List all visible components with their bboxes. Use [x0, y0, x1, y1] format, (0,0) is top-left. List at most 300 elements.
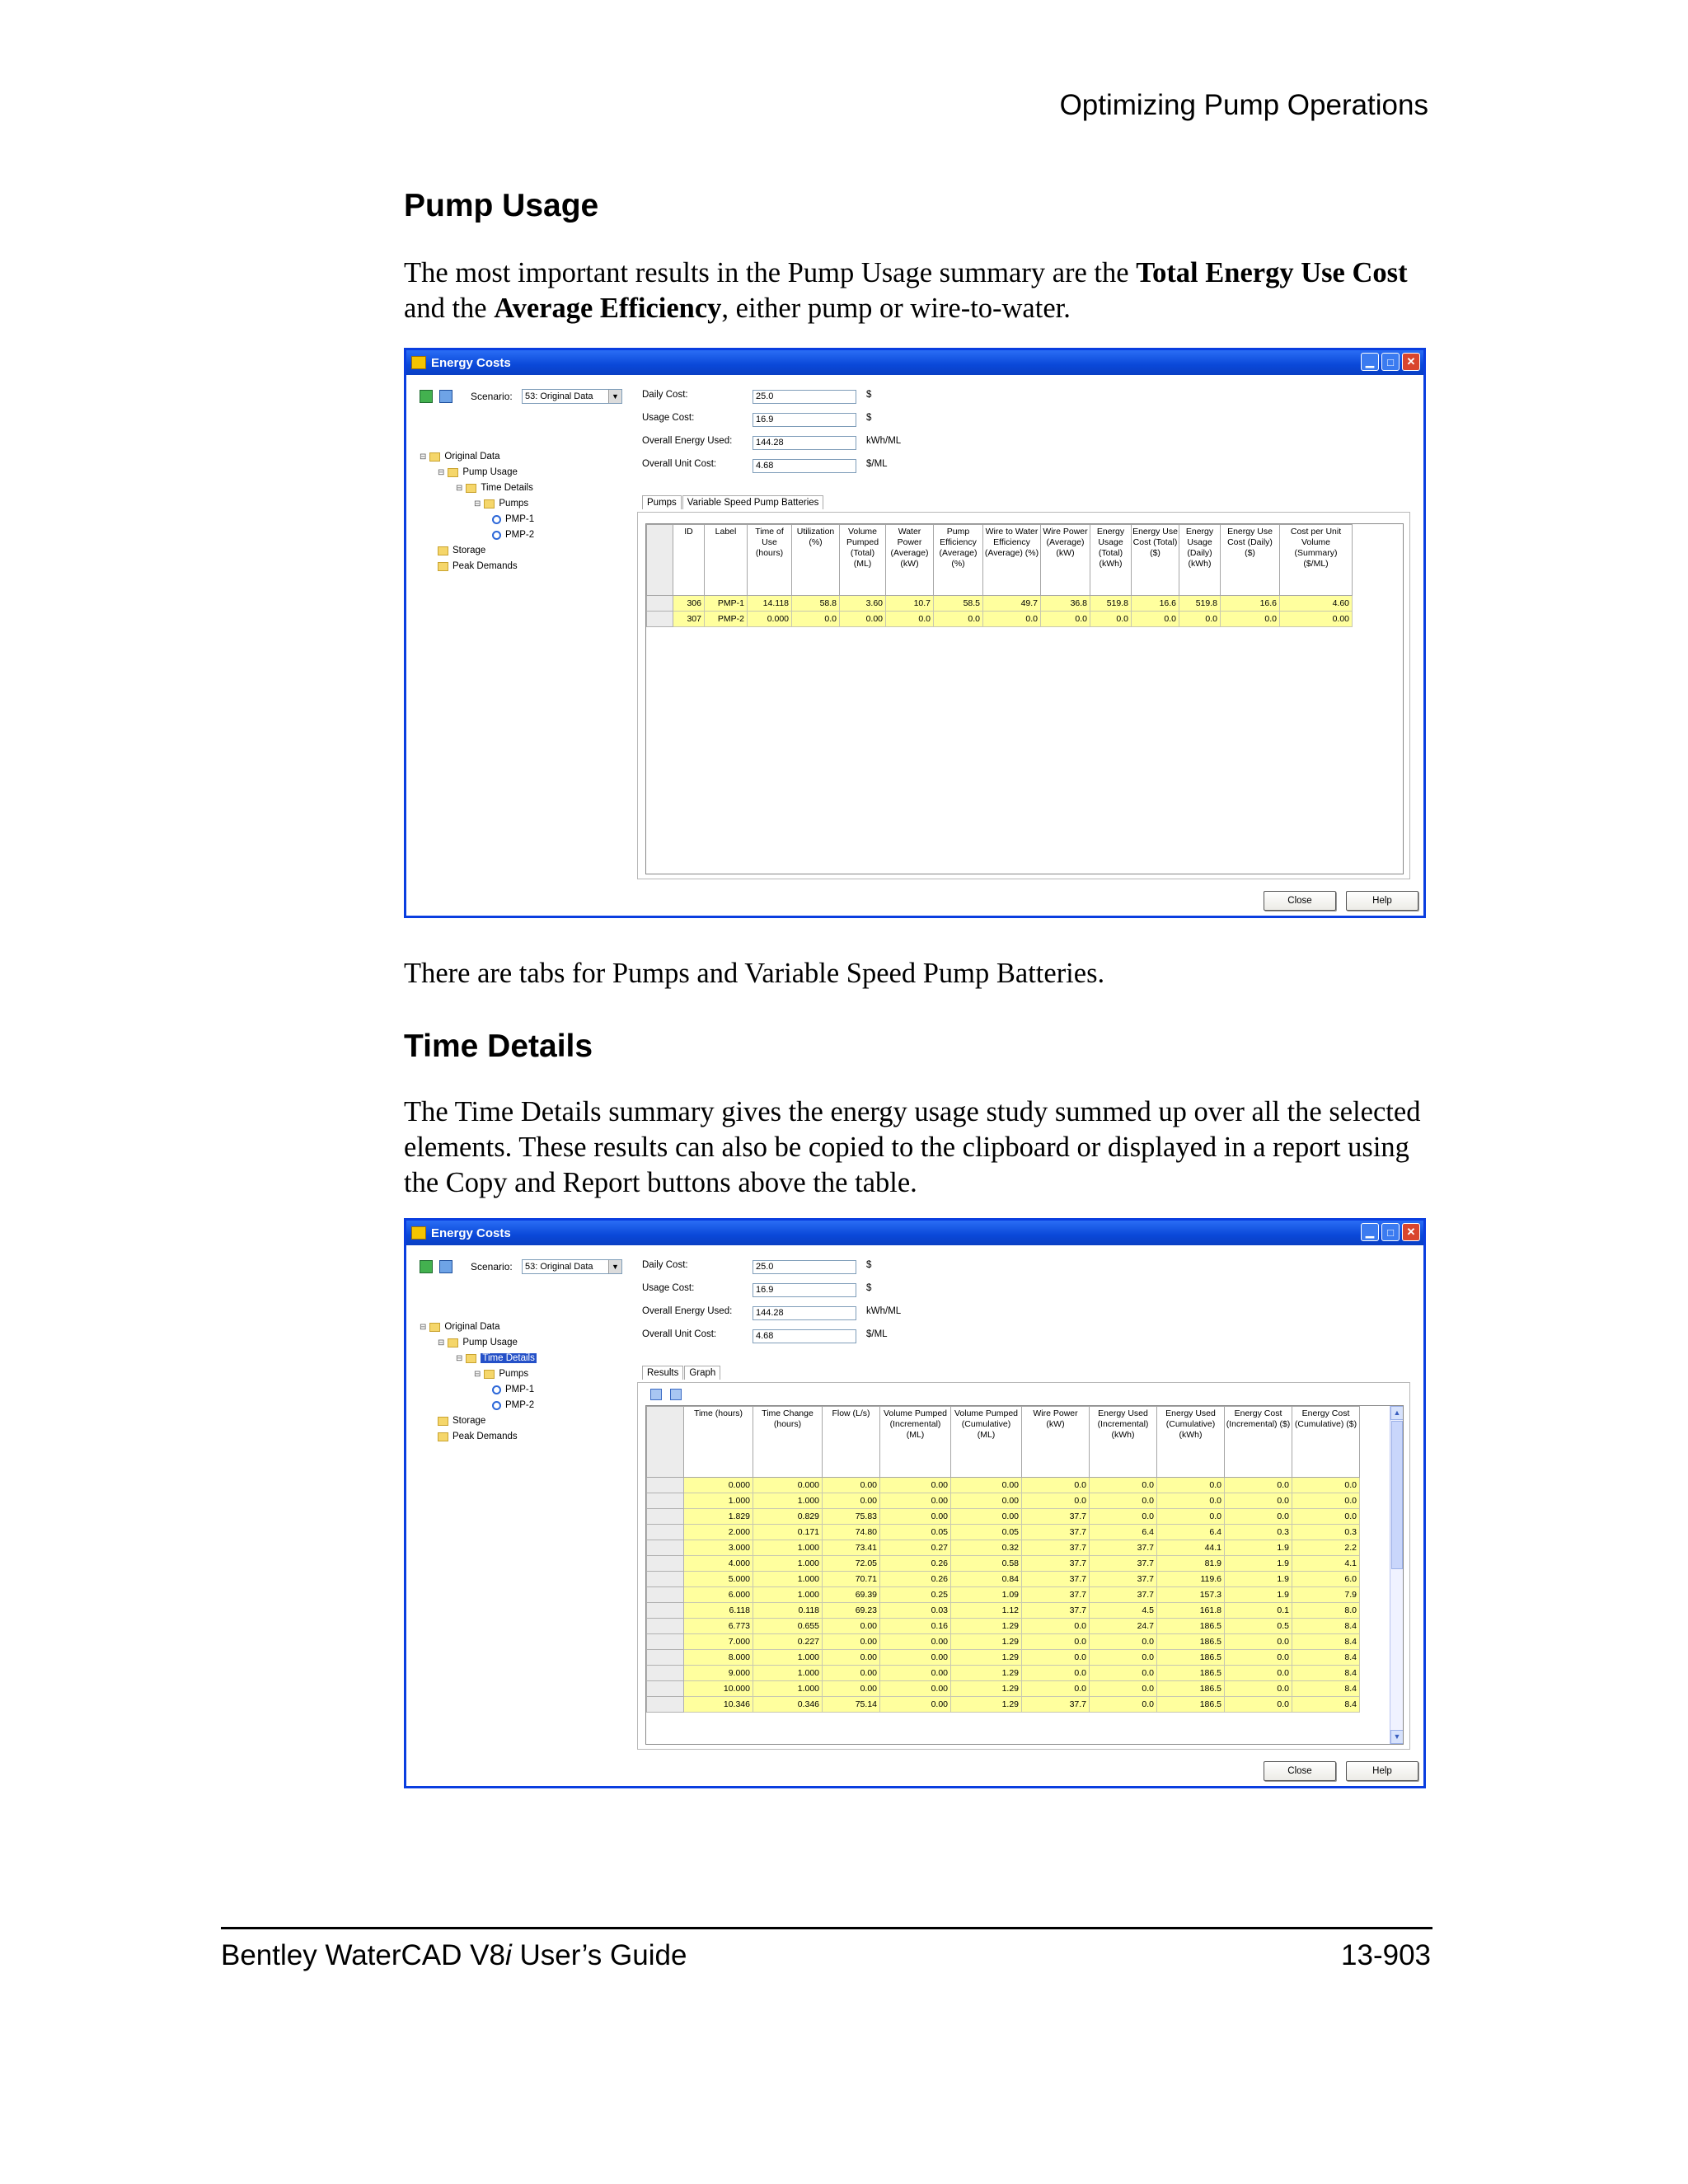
tree-item[interactable]	[492, 1398, 534, 1413]
tree-item-label: PMP-1	[505, 514, 535, 524]
summary-label: Overall Unit Cost:	[642, 1329, 717, 1339]
table-row[interactable]	[647, 1572, 1360, 1587]
table-cell: 37.7	[1022, 1556, 1090, 1572]
table-cell: 0.58	[951, 1556, 1022, 1572]
summary-value: 4.68	[753, 459, 856, 473]
tree-item-label: Pump Usage	[462, 467, 518, 477]
table-cell: 0.0	[1157, 1509, 1225, 1525]
row-header[interactable]	[647, 1478, 684, 1493]
table-cell: 0.0	[1022, 1478, 1090, 1493]
energy-costs-window-time-details	[404, 1218, 1426, 1788]
window-body	[406, 1245, 1423, 1786]
table-cell: 1.000	[753, 1650, 823, 1666]
chevron-down-icon: ▼	[608, 1260, 621, 1273]
column-header[interactable]: Wire Power (kW)	[1022, 1407, 1090, 1478]
row-header[interactable]	[647, 596, 673, 612]
table-row[interactable]	[647, 1556, 1360, 1572]
expand-icon[interactable]: ⊟	[438, 1338, 445, 1347]
expand-icon[interactable]: ⊟	[420, 1322, 427, 1332]
table-cell: 0.00	[880, 1509, 951, 1525]
table-cell: 44.1	[1157, 1540, 1225, 1556]
table-cell: 58.8	[792, 596, 840, 612]
table-cell: 49.7	[983, 596, 1041, 612]
column-header[interactable]: Utilization (%)	[792, 525, 840, 596]
table-cell: 37.7	[1090, 1556, 1157, 1572]
window-title-bar[interactable]	[406, 350, 1423, 375]
pump-icon	[492, 515, 501, 524]
summary-label: Overall Energy Used:	[642, 436, 733, 446]
tab-secondary[interactable]: Variable Speed Pump Batteries	[682, 495, 824, 509]
table-cell: 0.00	[951, 1509, 1022, 1525]
folder-icon	[484, 499, 495, 509]
tabs-caption: There are tabs for Pumps and Variable Speed Pump Batteries.	[404, 958, 1105, 989]
folder-icon	[438, 562, 448, 571]
table-row[interactable]	[647, 1634, 1360, 1650]
window-title: Energy Costs	[431, 1226, 511, 1240]
chevron-down-icon: ▼	[608, 390, 621, 403]
table-cell: 4.5	[1090, 1603, 1157, 1619]
column-header[interactable]: Flow (L/s)	[823, 1407, 880, 1478]
row-header[interactable]	[647, 1509, 684, 1525]
table-cell: 0.00	[840, 612, 886, 627]
table-cell: 186.5	[1157, 1619, 1225, 1634]
tab-secondary[interactable]: Graph	[684, 1366, 720, 1380]
table-cell: PMP-2	[705, 612, 748, 627]
table-cell: 0.3	[1225, 1525, 1292, 1540]
tree-item-label: PMP-2	[505, 530, 535, 540]
table-row[interactable]	[647, 1650, 1360, 1666]
table-cell: 6.0	[1292, 1572, 1360, 1587]
table-cell: PMP-1	[705, 596, 748, 612]
table-cell: 186.5	[1157, 1634, 1225, 1650]
scroll-up-icon[interactable]: ▲	[1390, 1406, 1404, 1420]
table-cell: 1.829	[684, 1509, 753, 1525]
table-cell: 0.27	[880, 1540, 951, 1556]
column-header[interactable]: Energy Usage (Total) (kWh)	[1090, 525, 1132, 596]
tree-item-label: PMP-1	[505, 1385, 535, 1394]
page-number: 13-903	[1341, 1939, 1431, 1971]
table-cell: 519.8	[1179, 596, 1221, 612]
column-header[interactable]: Volume Pumped (Incremental) (ML)	[880, 1407, 951, 1478]
table-cell: 119.6	[1157, 1572, 1225, 1587]
help-button[interactable]: Help	[1346, 1761, 1418, 1781]
table-cell: 0.0	[1225, 1666, 1292, 1681]
table-row[interactable]	[647, 1587, 1360, 1603]
table-cell: 81.9	[1157, 1556, 1225, 1572]
table-row[interactable]	[647, 1603, 1360, 1619]
summary-value: 144.28	[753, 436, 856, 450]
table-cell: 0.00	[1280, 612, 1353, 627]
table-cell: 10.7	[886, 596, 934, 612]
table-cell: 157.3	[1157, 1587, 1225, 1603]
table-row[interactable]	[647, 1619, 1360, 1634]
column-header[interactable]: Time of Use (hours)	[748, 525, 792, 596]
table-cell: 0.32	[951, 1540, 1022, 1556]
row-header-corner	[647, 1407, 684, 1478]
column-header[interactable]: Energy Usage (Daily) (kWh)	[1179, 525, 1221, 596]
table-cell: 1.000	[753, 1556, 823, 1572]
table-cell: 0.0	[1292, 1478, 1360, 1493]
table-cell: 1.29	[951, 1650, 1022, 1666]
column-header[interactable]: Water Power (Average) (kW)	[886, 525, 934, 596]
tree-item-label: Peak Demands	[452, 1432, 518, 1441]
folder-icon	[438, 1417, 448, 1426]
table-cell: 0.0	[1022, 1681, 1090, 1697]
scenario-value: 53: Original Data	[525, 391, 593, 401]
table-row[interactable]	[647, 1493, 1360, 1509]
table-row[interactable]	[647, 612, 1353, 627]
minimize-icon[interactable]: ▁	[1361, 353, 1379, 371]
tree-item[interactable]	[492, 512, 534, 527]
table-cell: 307	[673, 612, 705, 627]
table-cell: 6.4	[1157, 1525, 1225, 1540]
expand-icon[interactable]: ⊟	[456, 1353, 463, 1363]
row-header[interactable]	[647, 1556, 684, 1572]
column-header[interactable]: Energy Use Cost (Total) ($)	[1132, 525, 1179, 596]
footer-rule	[221, 1927, 1432, 1929]
table-cell: 161.8	[1157, 1603, 1225, 1619]
table-cell: 6.118	[684, 1603, 753, 1619]
row-header[interactable]	[647, 1634, 684, 1650]
expand-icon[interactable]: ⊟	[438, 467, 445, 477]
results-table	[646, 1406, 1360, 1713]
folder-icon	[448, 1338, 458, 1347]
row-header[interactable]	[647, 1697, 684, 1713]
table-cell: 0.227	[753, 1634, 823, 1650]
tree-item[interactable]	[474, 496, 528, 511]
maximize-icon[interactable]: □	[1381, 353, 1400, 371]
column-header[interactable]: Time Change (hours)	[753, 1407, 823, 1478]
table-cell: 0.0	[1090, 1650, 1157, 1666]
section-heading-time-details: Time Details	[404, 1029, 593, 1064]
tree-item[interactable]	[438, 465, 518, 480]
summary-label: Usage Cost:	[642, 1283, 695, 1293]
table-cell: 10.000	[684, 1681, 753, 1697]
tree-item[interactable]	[438, 543, 485, 558]
table-cell: 37.7	[1022, 1697, 1090, 1713]
table-cell: 0.0	[1090, 1634, 1157, 1650]
table-cell: 58.5	[934, 596, 983, 612]
table-cell: 0.00	[880, 1634, 951, 1650]
table-row[interactable]	[647, 1525, 1360, 1540]
close-button[interactable]: Close	[1264, 1761, 1336, 1781]
tree-item[interactable]	[456, 1351, 537, 1366]
table-cell: 37.7	[1022, 1587, 1090, 1603]
table-cell: 0.5	[1225, 1619, 1292, 1634]
column-header[interactable]: Wire to Water Efficiency (Average) (%)	[983, 525, 1041, 596]
table-cell: 8.4	[1292, 1634, 1360, 1650]
column-header[interactable]: Energy Used (Incremental) (kWh)	[1090, 1407, 1157, 1478]
tree-item[interactable]	[438, 1429, 518, 1444]
column-header[interactable]: Label	[705, 525, 748, 596]
vertical-scrollbar[interactable]	[1390, 1406, 1404, 1744]
table-cell: 0.0	[1225, 1634, 1292, 1650]
tree-item[interactable]	[420, 449, 500, 464]
row-header[interactable]	[647, 1681, 684, 1697]
summary-label: Daily Cost:	[642, 1260, 688, 1270]
column-header[interactable]: Energy Used (Cumulative) (kWh)	[1157, 1407, 1225, 1478]
summary-unit: $	[866, 1283, 872, 1293]
tree-item-label: Storage	[452, 546, 486, 555]
table-cell: 0.0	[1225, 1478, 1292, 1493]
table-cell: 0.0	[1090, 1509, 1157, 1525]
table-cell: 0.829	[753, 1509, 823, 1525]
table-cell: 6.4	[1090, 1525, 1157, 1540]
summary-unit: kWh/ML	[866, 1306, 902, 1316]
expand-icon[interactable]: ⊟	[456, 483, 463, 493]
maximize-icon[interactable]: □	[1381, 1223, 1400, 1241]
table-cell: 0.0	[1157, 1493, 1225, 1509]
column-header[interactable]: Volume Pumped (Total) (ML)	[840, 525, 886, 596]
table-cell: 0.0	[1225, 1509, 1292, 1525]
table-row[interactable]	[647, 1540, 1360, 1556]
table-cell: 0.84	[951, 1572, 1022, 1587]
table-cell: 8.4	[1292, 1681, 1360, 1697]
tab-primary[interactable]: Pumps	[642, 495, 682, 509]
table-row[interactable]	[647, 1509, 1360, 1525]
row-header[interactable]	[647, 1587, 684, 1603]
table-cell: 7.9	[1292, 1587, 1360, 1603]
row-header-corner	[647, 525, 673, 596]
scroll-thumb[interactable]	[1391, 1421, 1403, 1569]
table-cell: 75.83	[823, 1509, 880, 1525]
table-cell: 1.9	[1225, 1572, 1292, 1587]
summary-unit: $	[866, 413, 872, 423]
table-cell: 1.000	[684, 1493, 753, 1509]
table-cell: 70.71	[823, 1572, 880, 1587]
tree-item-label: Time Details	[481, 483, 533, 493]
table-cell: 4.1	[1292, 1556, 1360, 1572]
export-icon[interactable]	[420, 390, 433, 403]
table-cell: 2.2	[1292, 1540, 1360, 1556]
table-cell: 0.00	[823, 1666, 880, 1681]
column-header[interactable]: Energy Cost (Incremental) ($)	[1225, 1407, 1292, 1478]
scenario-label: Scenario:	[471, 391, 513, 402]
table-cell: 0.16	[880, 1619, 951, 1634]
table-cell: 1.29	[951, 1681, 1022, 1697]
table-cell: 0.05	[880, 1525, 951, 1540]
table-cell: 69.23	[823, 1603, 880, 1619]
table-cell: 0.0	[1090, 1493, 1157, 1509]
folder-icon	[429, 1323, 440, 1332]
tree-item[interactable]	[438, 559, 518, 574]
table-cell: 74.80	[823, 1525, 880, 1540]
grid-container	[645, 1405, 1404, 1745]
table-cell: 186.5	[1157, 1650, 1225, 1666]
row-header[interactable]	[647, 1525, 684, 1540]
report-icon[interactable]	[439, 390, 452, 403]
report-icon[interactable]	[670, 1389, 682, 1400]
table-cell: 0.00	[880, 1493, 951, 1509]
table-cell: 9.000	[684, 1666, 753, 1681]
table-cell: 1.29	[951, 1697, 1022, 1713]
table-row[interactable]	[647, 1681, 1360, 1697]
table-cell: 0.0	[983, 612, 1041, 627]
pump-icon	[492, 531, 501, 540]
expand-icon[interactable]: ⊟	[474, 1369, 481, 1379]
table-cell: 8.4	[1292, 1619, 1360, 1634]
table-cell: 0.00	[823, 1634, 880, 1650]
table-cell: 0.000	[753, 1478, 823, 1493]
close-icon[interactable]: ✕	[1402, 1223, 1420, 1241]
table-row[interactable]	[647, 596, 1353, 612]
row-header[interactable]	[647, 1540, 684, 1556]
table-cell: 0.00	[880, 1650, 951, 1666]
table-cell: 0.0	[1090, 612, 1132, 627]
column-header[interactable]: Wire Power (Average) (kW)	[1041, 525, 1090, 596]
expand-icon[interactable]: ⊟	[474, 499, 481, 509]
row-header[interactable]	[647, 1603, 684, 1619]
folder-icon	[466, 484, 476, 493]
scroll-down-icon[interactable]: ▼	[1390, 1730, 1404, 1744]
table-cell: 0.0	[1225, 1650, 1292, 1666]
table-cell: 37.7	[1090, 1587, 1157, 1603]
summary-unit: $/ML	[866, 459, 888, 469]
tree-item-label: PMP-2	[505, 1400, 535, 1410]
report-icon[interactable]	[439, 1260, 452, 1273]
table-cell: 3.000	[684, 1540, 753, 1556]
table-cell: 16.6	[1221, 596, 1280, 612]
table-cell: 306	[673, 596, 705, 612]
table-cell: 37.7	[1090, 1540, 1157, 1556]
scenario-select[interactable]	[522, 1259, 622, 1274]
row-header[interactable]	[647, 1666, 684, 1681]
row-header[interactable]	[647, 1619, 684, 1634]
table-cell: 1.9	[1225, 1540, 1292, 1556]
table-cell: 1.29	[951, 1619, 1022, 1634]
tree-item[interactable]	[438, 1413, 485, 1428]
table-cell: 75.14	[823, 1697, 880, 1713]
summary-unit: $	[866, 390, 872, 400]
table-cell: 0.26	[880, 1572, 951, 1587]
table-cell: 0.0	[1090, 1697, 1157, 1713]
table-cell: 1.000	[753, 1587, 823, 1603]
table-cell: 0.0	[1022, 1650, 1090, 1666]
tab-primary[interactable]: Results	[642, 1366, 683, 1380]
table-cell: 7.000	[684, 1634, 753, 1650]
tree-item[interactable]	[492, 527, 534, 542]
window-title: Energy Costs	[431, 355, 511, 370]
table-cell: 0.000	[748, 612, 792, 627]
export-icon[interactable]	[420, 1260, 433, 1273]
table-cell: 0.05	[951, 1525, 1022, 1540]
table-cell: 8.0	[1292, 1603, 1360, 1619]
pump-icon	[492, 1385, 501, 1394]
table-cell: 6.000	[684, 1587, 753, 1603]
table-cell: 36.8	[1041, 596, 1090, 612]
table-cell: 0.0	[1292, 1509, 1360, 1525]
time-details-paragraph: The Time Details summary gives the energy usage study summed up over all the selected elements. These results can also be copied to the clipboard or displayed in a report using the Copy and Report buttons above the table.	[404, 1096, 1421, 1198]
table-cell: 10.346	[684, 1697, 753, 1713]
table-cell: 24.7	[1090, 1619, 1157, 1634]
table-cell: 37.7	[1022, 1509, 1090, 1525]
tree-item-label: Time Details	[482, 1353, 535, 1363]
row-header[interactable]	[647, 1493, 684, 1509]
close-button[interactable]: Close	[1264, 891, 1336, 911]
table-cell: 0.0	[1179, 612, 1221, 627]
table-cell: 69.39	[823, 1587, 880, 1603]
table-cell: 186.5	[1157, 1681, 1225, 1697]
summary-unit: $/ML	[866, 1329, 888, 1339]
table-cell: 37.7	[1022, 1525, 1090, 1540]
table-cell: 0.00	[823, 1493, 880, 1509]
table-cell: 4.60	[1280, 596, 1353, 612]
tree-item-label: Pumps	[499, 499, 529, 509]
results-table	[646, 524, 1353, 627]
summary-label: Daily Cost:	[642, 390, 688, 400]
close-icon[interactable]: ✕	[1402, 353, 1420, 371]
tree-item[interactable]	[474, 1366, 528, 1381]
summary-value: 25.0	[753, 1260, 856, 1274]
tree-item[interactable]	[438, 1335, 518, 1350]
table-cell: 0.1	[1225, 1603, 1292, 1619]
table-cell: 1.000	[753, 1493, 823, 1509]
column-header[interactable]: Time (hours)	[684, 1407, 753, 1478]
table-cell: 0.00	[823, 1619, 880, 1634]
column-header[interactable]: Pump Efficiency (Average) (%)	[934, 525, 983, 596]
row-header[interactable]	[647, 1572, 684, 1587]
table-cell: 0.00	[880, 1478, 951, 1493]
tree-item[interactable]	[456, 480, 533, 495]
scenario-select[interactable]	[522, 389, 622, 404]
table-cell: 4.000	[684, 1556, 753, 1572]
table-cell: 0.118	[753, 1603, 823, 1619]
table-cell: 0.00	[951, 1493, 1022, 1509]
summary-value: 144.28	[753, 1306, 856, 1320]
table-row[interactable]	[647, 1697, 1360, 1713]
table-cell: 1.000	[753, 1572, 823, 1587]
column-header[interactable]: Cost per Unit Volume (Summary) ($/ML)	[1280, 525, 1353, 596]
table-cell: 1.12	[951, 1603, 1022, 1619]
tree-item-label: Pump Usage	[462, 1338, 518, 1347]
minimize-icon[interactable]: ▁	[1361, 1223, 1379, 1241]
copy-icon[interactable]	[650, 1389, 662, 1400]
table-row[interactable]	[647, 1478, 1360, 1493]
table-cell: 186.5	[1157, 1697, 1225, 1713]
column-header[interactable]: Volume Pumped (Cumulative) (ML)	[951, 1407, 1022, 1478]
table-cell: 0.0	[1225, 1493, 1292, 1509]
folder-icon	[484, 1370, 495, 1379]
summary-unit: kWh/ML	[866, 436, 902, 446]
summary-unit: $	[866, 1260, 872, 1270]
row-header[interactable]	[647, 1650, 684, 1666]
table-cell: 0.0	[1225, 1697, 1292, 1713]
table-cell: 1.29	[951, 1666, 1022, 1681]
table-cell: 1.9	[1225, 1556, 1292, 1572]
table-cell: 0.00	[880, 1697, 951, 1713]
table-cell: 1.000	[753, 1540, 823, 1556]
window-title-bar[interactable]	[406, 1221, 1423, 1245]
table-cell: 1.09	[951, 1587, 1022, 1603]
column-header[interactable]: ID	[673, 525, 705, 596]
table-cell: 1.000	[753, 1681, 823, 1697]
expand-icon[interactable]: ⊟	[420, 452, 427, 462]
table-row[interactable]	[647, 1666, 1360, 1681]
table-cell: 0.0	[792, 612, 840, 627]
row-header[interactable]	[647, 612, 673, 627]
tree-item[interactable]	[420, 1319, 500, 1334]
table-cell: 0.25	[880, 1587, 951, 1603]
help-button[interactable]: Help	[1346, 891, 1418, 911]
column-header[interactable]: Energy Use Cost (Daily) ($)	[1221, 525, 1280, 596]
table-cell: 0.00	[823, 1478, 880, 1493]
column-header[interactable]: Energy Cost (Cumulative) ($)	[1292, 1407, 1360, 1478]
table-cell: 0.3	[1292, 1525, 1360, 1540]
folder-icon	[466, 1354, 476, 1363]
tree-item[interactable]	[492, 1382, 534, 1397]
section-heading-pump-usage: Pump Usage	[404, 188, 599, 223]
summary-label: Usage Cost:	[642, 413, 695, 423]
